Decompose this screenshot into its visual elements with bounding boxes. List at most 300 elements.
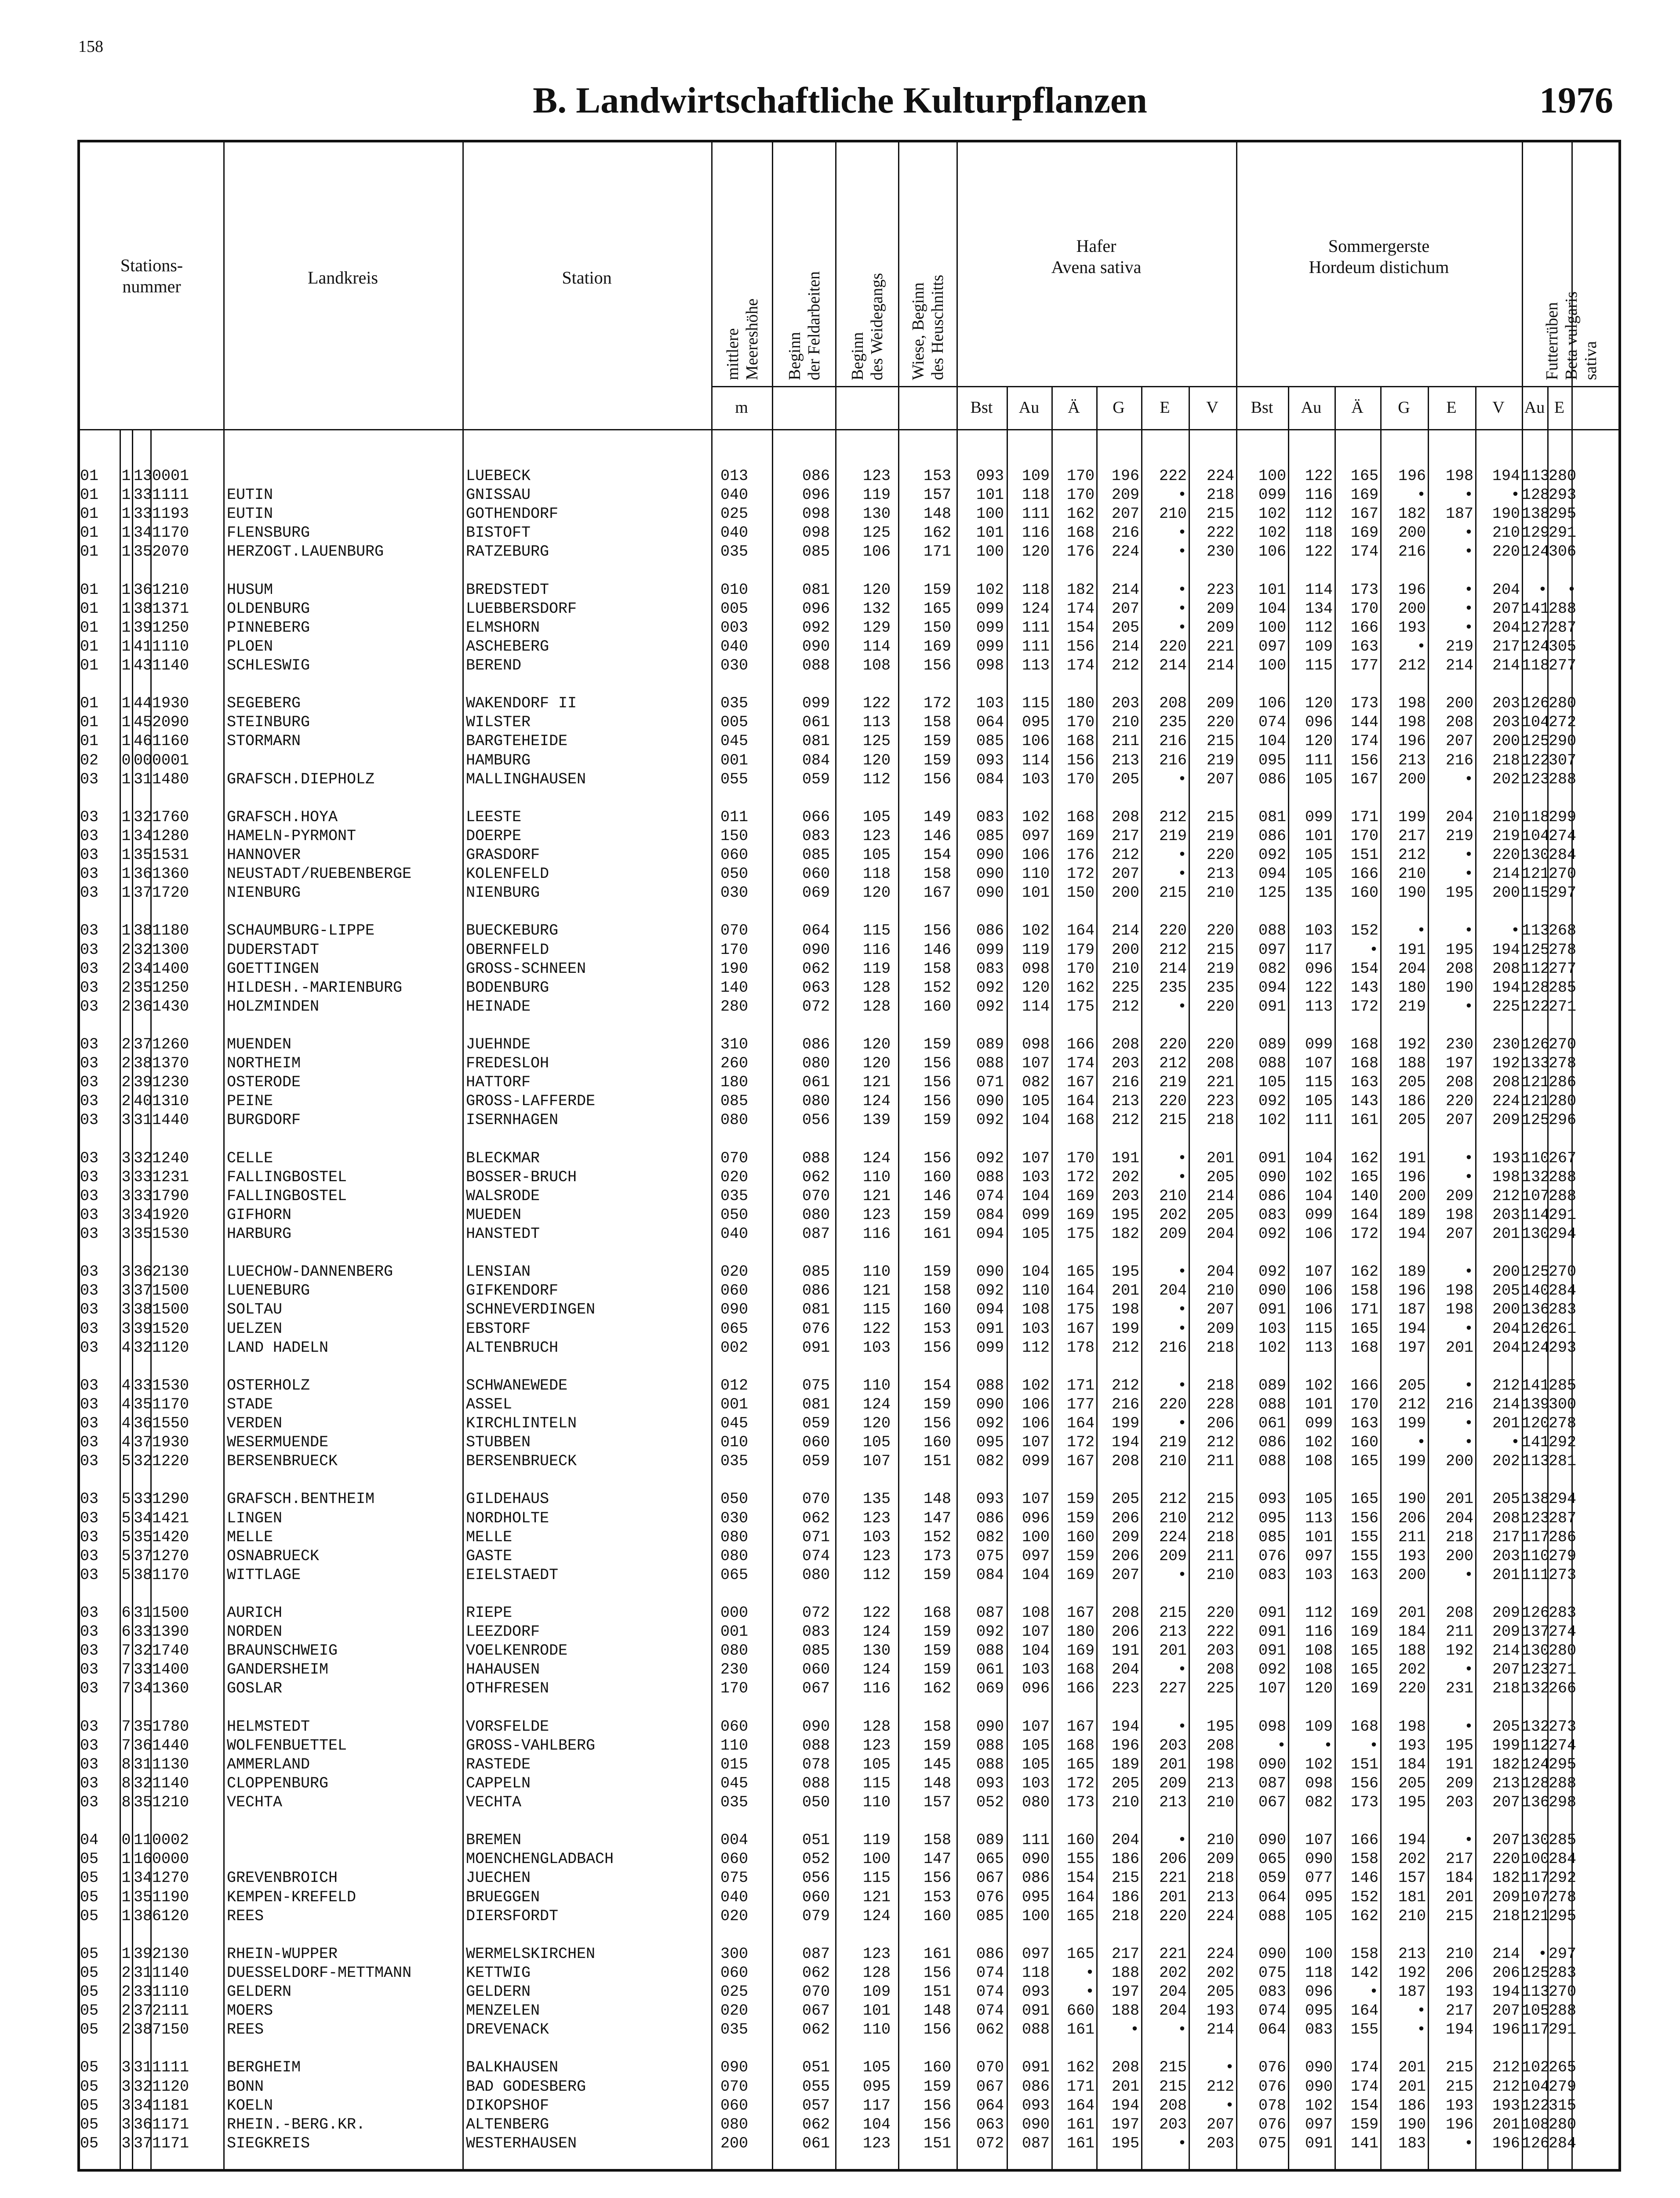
cell-h-e: 216	[1159, 732, 1187, 750]
cell-landkreis: BERSENBRUECK	[227, 1452, 338, 1470]
cell-rb: 6	[121, 1623, 131, 1641]
cell-h-g: 214	[1111, 922, 1139, 940]
cell-g-g: 205	[1398, 1074, 1426, 1092]
cell-h-g: 199	[1111, 1415, 1139, 1432]
cell-g-au: 105	[1305, 1490, 1333, 1508]
cell-h-g: 213	[1111, 1092, 1139, 1110]
cell-nr: 1290	[152, 1490, 189, 1508]
cell-land: 03	[80, 865, 99, 883]
cell-h-au: 116	[1022, 524, 1050, 542]
table-row	[0, 2020, 1680, 2039]
cell-g-e: 203	[1445, 1794, 1473, 1811]
table-row	[0, 941, 1680, 960]
cell-kr: 39	[134, 1320, 153, 1338]
cell-land: 01	[80, 543, 99, 561]
cell-g-v: 194	[1492, 467, 1520, 485]
cell-g-v: 218	[1492, 751, 1520, 769]
cell-weide: 121	[862, 1074, 891, 1092]
cell-station: BISTOFT	[466, 524, 531, 542]
cell-kr: 35	[134, 1225, 153, 1243]
cell-h-v: 204	[1206, 1225, 1234, 1243]
table-row	[0, 1320, 1680, 1339]
cell-feld: 062	[802, 1168, 830, 1186]
cell-h-g: 208	[1111, 808, 1139, 826]
cell-kr: 37	[134, 2134, 153, 2152]
cell-g-bst: 074	[1258, 713, 1286, 731]
cell-nr: 1140	[152, 1964, 189, 1982]
table-row	[0, 505, 1680, 524]
cell-g-g: 217	[1398, 827, 1426, 845]
cell-h-v: 220	[1206, 997, 1234, 1015]
cell-g-ae: 156	[1350, 1774, 1378, 1792]
cell-h-e: •	[1177, 1320, 1187, 1338]
cell-land: 03	[80, 1736, 99, 1754]
cell-h-ae: 175	[1066, 1225, 1095, 1243]
cell-g-v: 209	[1492, 1111, 1520, 1129]
cell-g-bst: 087	[1258, 1774, 1286, 1792]
cell-feld: 072	[802, 997, 830, 1015]
cell-r-e: 267	[1548, 1149, 1576, 1167]
cell-nr: 1280	[152, 827, 189, 845]
cell-g-e: •	[1464, 600, 1473, 618]
cell-kr: 33	[134, 1661, 153, 1679]
cell-landkreis: KEMPEN-KREFELD	[227, 1888, 356, 1906]
cell-h-bst: 093	[976, 1774, 1004, 1792]
cell-g-au: 135	[1305, 884, 1333, 902]
cell-r-e: 285	[1548, 1376, 1576, 1394]
cell-g-e: •	[1464, 846, 1473, 864]
cell-kr: 37	[134, 1547, 153, 1565]
cell-h-ae: 162	[1066, 979, 1095, 997]
cell-hoehe: 020	[720, 1263, 748, 1281]
cell-g-v: 194	[1492, 941, 1520, 959]
cell-g-v: 220	[1492, 846, 1520, 864]
cell-g-v: 182	[1492, 1869, 1520, 1887]
cell-station: DIERSFORDT	[466, 1907, 559, 1925]
cell-g-bst: 088	[1258, 922, 1286, 940]
cell-g-bst: 102	[1258, 1339, 1286, 1357]
cell-land: 03	[80, 1206, 99, 1224]
cell-station: VORSFELDE	[466, 1718, 549, 1736]
cell-weide: 135	[862, 1490, 891, 1508]
cell-h-bst: 084	[976, 1206, 1004, 1224]
cell-station: BLECKMAR	[466, 1149, 540, 1167]
cell-rb: 1	[121, 505, 131, 523]
cell-kr: 35	[134, 1794, 153, 1811]
cell-g-g: 206	[1398, 1509, 1426, 1527]
cell-landkreis: HAMELN-PYRMONT	[227, 827, 356, 845]
cell-g-e: 207	[1445, 732, 1473, 750]
cell-nr: 1170	[152, 1566, 189, 1584]
cell-hoehe: 035	[720, 695, 748, 713]
cell-g-e: 209	[1445, 1187, 1473, 1205]
cell-heu: 159	[923, 1111, 951, 1129]
cell-h-ae: 164	[1066, 1888, 1095, 1906]
cell-landkreis: GELDERN	[227, 1983, 292, 2001]
cell-weide: 112	[862, 770, 891, 788]
cell-station: DIKOPSHOF	[466, 2096, 549, 2114]
cell-h-bst: 094	[976, 1301, 1004, 1319]
cell-g-g: 196	[1398, 581, 1426, 599]
table-row	[0, 1888, 1680, 1907]
cell-nr: 2070	[152, 543, 189, 561]
cell-h-au: 104	[1022, 1263, 1050, 1281]
cell-g-bst: 083	[1258, 1566, 1286, 1584]
cell-weide: 121	[862, 1888, 891, 1906]
cell-g-v: •	[1510, 486, 1520, 504]
cell-landkreis: VERDEN	[227, 1415, 283, 1432]
cell-feld: 051	[802, 2059, 830, 2077]
cell-h-v: 205	[1206, 1206, 1234, 1224]
cell-g-au: 108	[1305, 1452, 1333, 1470]
cell-g-bst: 091	[1258, 1642, 1286, 1660]
cell-kr: 38	[134, 922, 153, 940]
cell-h-e: 210	[1159, 1187, 1187, 1205]
cell-landkreis: SEGEBERG	[227, 695, 301, 713]
cell-r-e: •	[1567, 581, 1576, 599]
cell-g-au: 097	[1305, 1547, 1333, 1565]
cell-weide: 120	[862, 1415, 891, 1432]
cell-nr: 1180	[152, 922, 189, 940]
cell-g-e: 201	[1445, 1888, 1473, 1906]
cell-feld: 085	[802, 846, 830, 864]
cell-hoehe: 045	[720, 732, 748, 750]
cell-g-bst: 091	[1258, 1623, 1286, 1641]
cell-kr: 34	[134, 1206, 153, 1224]
cell-h-bst: 074	[976, 1964, 1004, 1982]
cell-station: BEREND	[466, 657, 522, 674]
cell-kr: 34	[134, 827, 153, 845]
cell-h-au: 107	[1022, 1623, 1050, 1641]
cell-heu: 160	[923, 997, 951, 1015]
cell-heu: 158	[923, 865, 951, 883]
table-row	[0, 1604, 1680, 1623]
cell-h-g: 207	[1111, 865, 1139, 883]
cell-g-au: 095	[1305, 1888, 1333, 1906]
cell-h-bst: 084	[976, 770, 1004, 788]
cell-hoehe: 003	[720, 619, 748, 637]
cell-g-v: 207	[1492, 1794, 1520, 1811]
cell-hoehe: 045	[720, 1415, 748, 1432]
cell-g-v: 204	[1492, 1320, 1520, 1338]
cell-rb: 3	[121, 1206, 131, 1224]
cell-heu: 159	[923, 1642, 951, 1660]
cell-weide: 130	[862, 1642, 891, 1660]
cell-g-bst: 088	[1258, 1395, 1286, 1413]
cell-hoehe: 080	[720, 2115, 748, 2133]
cell-station: LUEBECK	[466, 467, 531, 485]
cell-r-au: 110	[1522, 1547, 1550, 1565]
cell-heu: 147	[923, 1509, 951, 1527]
cell-weide: 108	[862, 657, 891, 674]
cell-g-au: 096	[1305, 960, 1333, 978]
cell-feld: 070	[802, 1983, 830, 2001]
table-row	[0, 2134, 1680, 2153]
cell-station: STUBBEN	[466, 1434, 531, 1452]
cell-h-ae: 164	[1066, 1415, 1095, 1432]
cell-h-g: 189	[1111, 1755, 1139, 1773]
cell-rb: 2	[121, 979, 131, 997]
cell-nr: 1930	[152, 695, 189, 713]
cell-g-e: 216	[1445, 751, 1473, 769]
cell-h-v: 219	[1206, 827, 1234, 845]
cell-g-ae: 151	[1350, 846, 1378, 864]
cell-feld: 096	[802, 600, 830, 618]
cell-g-ae: 174	[1350, 732, 1378, 750]
cell-r-au: 112	[1522, 1736, 1550, 1754]
cell-r-au: 124	[1522, 1755, 1550, 1773]
cell-g-ae: 163	[1350, 1566, 1378, 1584]
table-row	[0, 2115, 1680, 2134]
cell-feld: 060	[802, 1434, 830, 1452]
cell-feld: 059	[802, 1415, 830, 1432]
cell-h-bst: 099	[976, 941, 1004, 959]
cell-h-g: 197	[1111, 2115, 1139, 2133]
subheader-hafer-v: V	[1206, 398, 1218, 417]
cell-r-e: 291	[1548, 1206, 1576, 1224]
cell-rb: 1	[121, 827, 131, 845]
cell-heu: 151	[923, 1452, 951, 1470]
table-row	[0, 1168, 1680, 1187]
cell-g-bst: 099	[1258, 486, 1286, 504]
cell-g-au: 098	[1305, 1774, 1333, 1792]
cell-h-v: 198	[1206, 1755, 1234, 1773]
cell-r-e: 292	[1548, 1434, 1576, 1452]
cell-rb: 1	[121, 1907, 131, 1925]
cell-h-g: 212	[1111, 1376, 1139, 1394]
cell-g-v: 208	[1492, 960, 1520, 978]
cell-rb: 7	[121, 1736, 131, 1754]
cell-h-v: 214	[1206, 2021, 1234, 2039]
cell-land: 01	[80, 732, 99, 750]
cell-g-bst: 105	[1258, 1074, 1286, 1092]
cell-g-ae: 169	[1350, 1623, 1378, 1641]
cell-kr: 34	[134, 960, 153, 978]
cell-h-bst: 088	[976, 1376, 1004, 1394]
cell-g-bst: 090	[1258, 1831, 1286, 1849]
cell-nr: 0001	[152, 751, 189, 769]
cell-h-ae: 169	[1066, 1206, 1095, 1224]
cell-h-g: 191	[1111, 1642, 1139, 1660]
table-row	[0, 884, 1680, 902]
cell-weide: 139	[862, 1111, 891, 1129]
cell-heu: 160	[923, 1301, 951, 1319]
cell-landkreis: GANDERSHEIM	[227, 1661, 329, 1679]
cell-h-e: •	[1177, 1831, 1187, 1849]
cell-g-g: 220	[1398, 1680, 1426, 1698]
cell-rb: 1	[121, 922, 131, 940]
cell-heu: 158	[923, 1831, 951, 1849]
cell-r-au: 141	[1522, 1434, 1550, 1452]
cell-landkreis: STADE	[227, 1395, 273, 1413]
cell-land: 03	[80, 1036, 99, 1053]
cell-land: 05	[80, 2096, 99, 2114]
cell-h-e: 203	[1159, 1736, 1187, 1754]
cell-hoehe: 190	[720, 960, 748, 978]
cell-g-au: 107	[1305, 1055, 1333, 1073]
cell-h-au: 091	[1022, 2059, 1050, 2077]
cell-g-ae: 141	[1350, 2134, 1378, 2152]
cell-nr: 0000	[152, 1850, 189, 1868]
cell-land: 03	[80, 1376, 99, 1394]
cell-hoehe: 040	[720, 486, 748, 504]
cell-landkreis: OSNABRUECK	[227, 1547, 320, 1565]
cell-land: 03	[80, 997, 99, 1015]
cell-g-bst: 101	[1258, 581, 1286, 599]
cell-weide: 119	[862, 1831, 891, 1849]
cell-h-au: 093	[1022, 1983, 1050, 2001]
cell-nr: 1531	[152, 846, 189, 864]
cell-g-au: 105	[1305, 846, 1333, 864]
cell-kr: 13	[134, 467, 153, 485]
subheader-hafer-ae: Ä	[1068, 398, 1080, 417]
cell-hoehe: 060	[720, 1964, 748, 1982]
cell-landkreis: FALLINGBOSTEL	[227, 1187, 347, 1205]
table-row	[0, 979, 1680, 997]
cell-g-ae: 165	[1350, 467, 1378, 485]
cell-weide: 109	[862, 1983, 891, 2001]
cell-g-au: 111	[1305, 1111, 1333, 1129]
cell-heu: 159	[923, 751, 951, 769]
cell-g-au: 120	[1305, 695, 1333, 713]
cell-h-e: •	[1177, 1415, 1187, 1432]
cell-weide: 115	[862, 922, 891, 940]
cell-land: 03	[80, 1755, 99, 1773]
cell-station: GIFKENDORF	[466, 1282, 559, 1300]
cell-h-bst: 095	[976, 1434, 1004, 1452]
cell-land: 05	[80, 1983, 99, 2001]
cell-g-g: •	[1416, 2002, 1426, 2020]
cell-h-au: 104	[1022, 1566, 1050, 1584]
cell-g-ae: 142	[1350, 1964, 1378, 1982]
cell-g-e: 201	[1445, 1490, 1473, 1508]
cell-h-g: 201	[1111, 2078, 1139, 2096]
cell-landkreis: HANNOVER	[227, 846, 301, 864]
cell-kr: 39	[134, 1945, 153, 1963]
cell-h-ae: 166	[1066, 1680, 1095, 1698]
cell-station: LEESTE	[466, 808, 522, 826]
cell-h-g: 210	[1111, 713, 1139, 731]
cell-h-bst: 101	[976, 524, 1004, 542]
cell-g-e: 187	[1445, 505, 1473, 523]
table-row	[0, 1149, 1680, 1168]
cell-hoehe: 015	[720, 1755, 748, 1773]
cell-r-e: 266	[1548, 1680, 1576, 1698]
cell-g-g: 199	[1398, 1452, 1426, 1470]
cell-g-e: 195	[1445, 941, 1473, 959]
cell-hoehe: 001	[720, 1623, 748, 1641]
cell-r-e: 283	[1548, 1301, 1576, 1319]
cell-heu: 160	[923, 1907, 951, 1925]
cell-h-v: •	[1225, 2096, 1234, 2114]
cell-g-bst: 106	[1258, 695, 1286, 713]
cell-feld: 050	[802, 1794, 830, 1811]
cell-h-au: 103	[1022, 1774, 1050, 1792]
cell-kr: 32	[134, 1339, 153, 1357]
cell-rb: 3	[121, 1263, 131, 1281]
cell-h-ae: 178	[1066, 1339, 1095, 1357]
cell-h-e: 222	[1159, 467, 1187, 485]
cell-h-bst: 083	[976, 808, 1004, 826]
cell-g-au: 115	[1305, 1074, 1333, 1092]
table-row	[0, 1395, 1680, 1414]
page-title: B. Landwirtschaftliche Kulturpflanzen	[533, 80, 1147, 121]
cell-rb: 3	[121, 1168, 131, 1186]
cell-weide: 129	[862, 619, 891, 637]
cell-r-e: 270	[1548, 1036, 1576, 1053]
cell-feld: 057	[802, 2096, 830, 2114]
cell-heu: 159	[923, 1661, 951, 1679]
cell-g-au: 116	[1305, 1623, 1333, 1641]
cell-g-g: 190	[1398, 2115, 1426, 2133]
cell-weide: 104	[862, 2115, 891, 2133]
page-number: 158	[78, 37, 103, 56]
cell-h-e: 212	[1159, 808, 1187, 826]
cell-g-au: 104	[1305, 1187, 1333, 1205]
cell-weide: 128	[862, 997, 891, 1015]
cell-nr: 1110	[152, 637, 189, 655]
cell-h-e: •	[1177, 581, 1187, 599]
cell-r-e: 261	[1548, 1320, 1576, 1338]
cell-g-bst: 092	[1258, 1092, 1286, 1110]
cell-g-bst: 102	[1258, 524, 1286, 542]
cell-g-v: •	[1510, 922, 1520, 940]
cell-g-g: 200	[1398, 1187, 1426, 1205]
cell-r-au: 122	[1522, 997, 1550, 1015]
cell-h-g: 195	[1111, 1263, 1139, 1281]
cell-nr: 1530	[152, 1225, 189, 1243]
cell-g-v: 224	[1492, 1092, 1520, 1110]
cell-h-g: 191	[1111, 1149, 1139, 1167]
cell-kr: 34	[134, 1869, 153, 1887]
cell-g-v: 200	[1492, 732, 1520, 750]
cell-h-g: 212	[1111, 657, 1139, 674]
cell-r-e: 271	[1548, 1661, 1576, 1679]
cell-h-au: 097	[1022, 1945, 1050, 1963]
cell-h-v: 212	[1206, 2078, 1234, 2096]
cell-g-g: 201	[1398, 2059, 1426, 2077]
cell-g-v: 214	[1492, 657, 1520, 674]
cell-r-au: 130	[1522, 1225, 1550, 1243]
cell-h-e: •	[1177, 1301, 1187, 1319]
cell-h-au: 118	[1022, 486, 1050, 504]
cell-hoehe: 005	[720, 600, 748, 618]
cell-h-au: 106	[1022, 1395, 1050, 1413]
cell-g-au: 122	[1305, 467, 1333, 485]
cell-hoehe: 085	[720, 1092, 748, 1110]
cell-landkreis: WOLFENBUETTEL	[227, 1736, 347, 1754]
cell-weide: 120	[862, 884, 891, 902]
cell-kr: 32	[134, 1149, 153, 1167]
cell-r-au: 115	[1522, 884, 1550, 902]
cell-r-e: 284	[1548, 1282, 1576, 1300]
cell-nr: 1140	[152, 657, 189, 674]
cell-feld: 081	[802, 1301, 830, 1319]
cell-hoehe: 005	[720, 713, 748, 731]
cell-g-ae: 168	[1350, 1036, 1378, 1053]
cell-h-v: 225	[1206, 1680, 1234, 1698]
cell-h-g: 209	[1111, 486, 1139, 504]
cell-kr: 43	[134, 657, 153, 674]
cell-h-g: 186	[1111, 1888, 1139, 1906]
cell-g-g: 187	[1398, 1983, 1426, 2001]
cell-h-e: •	[1177, 1661, 1187, 1679]
cell-heu: 153	[923, 1888, 951, 1906]
cell-g-ae: 170	[1350, 1395, 1378, 1413]
cell-g-e: •	[1464, 2134, 1473, 2152]
cell-heu: 165	[923, 600, 951, 618]
cell-h-bst: 102	[976, 581, 1004, 599]
